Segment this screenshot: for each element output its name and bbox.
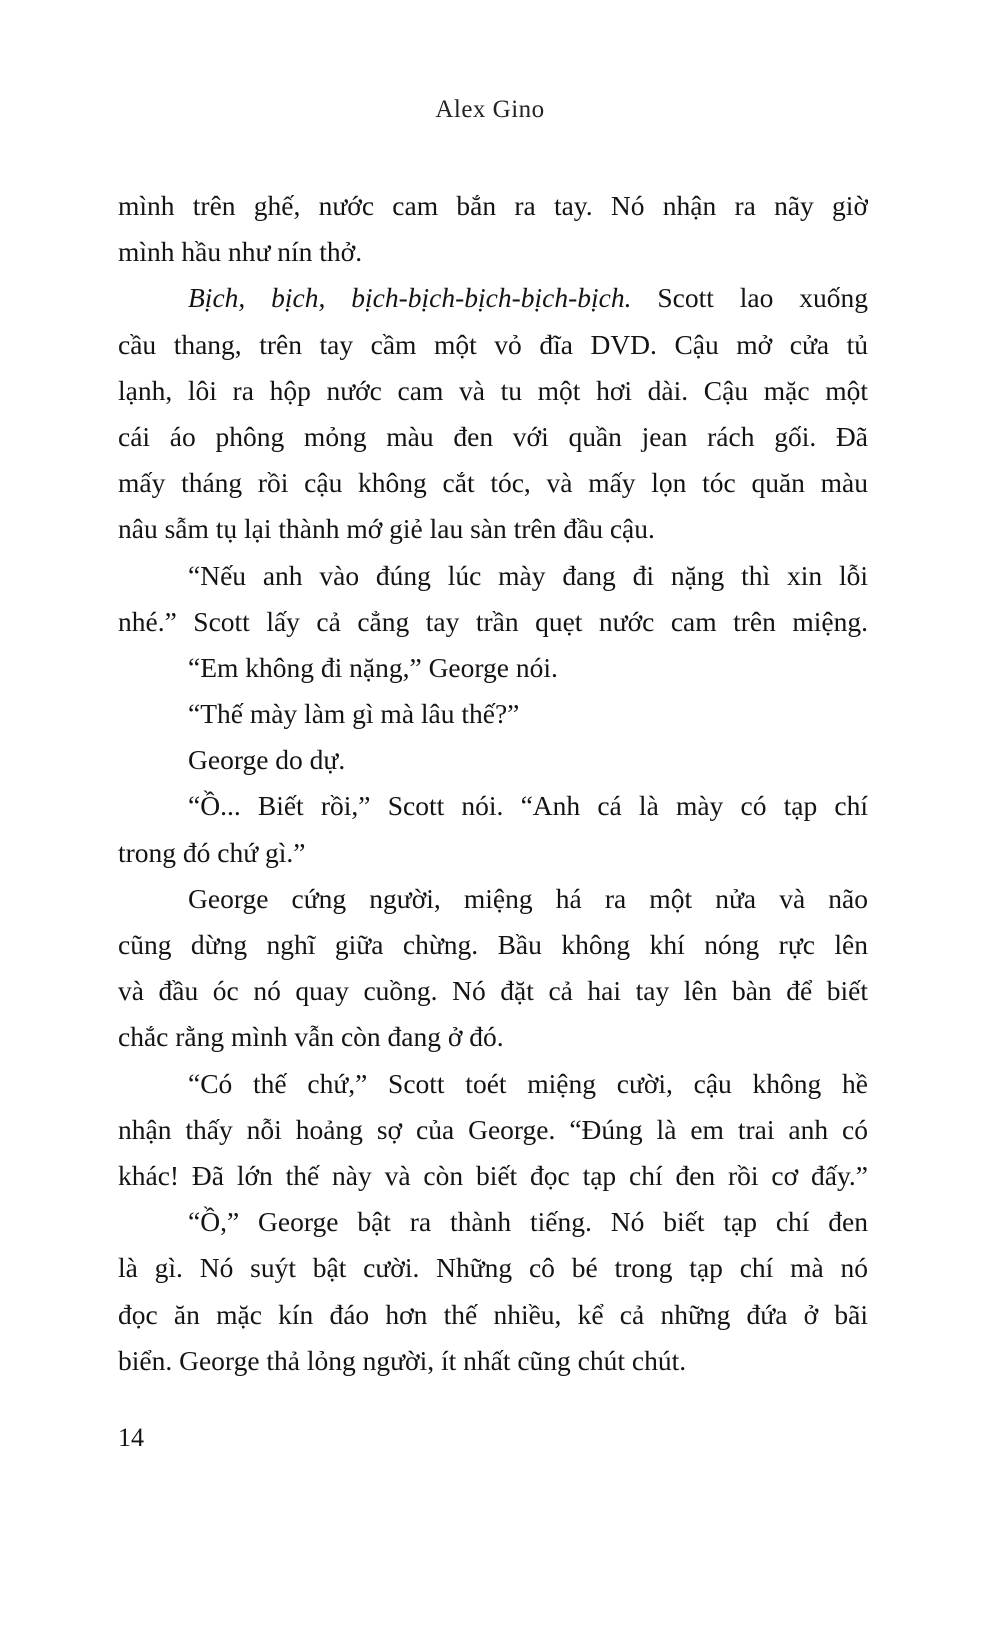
text-line: mình hầu như nín thở. bbox=[118, 236, 363, 268]
text-line: “Có thế chứ,” Scott toét miệng cười, cậu không hề bbox=[188, 1067, 868, 1099]
text-line: George do dự. bbox=[188, 744, 346, 776]
text-line: “Em không đi nặng,” George nói. bbox=[188, 651, 558, 683]
page-body-text bbox=[118, 183, 868, 1384]
text-span: Scott lao xuống bbox=[631, 282, 868, 314]
text-line: đọc ăn mặc kín đáo hơn thế nhiều, kể cả những đứa ở bãi bbox=[118, 1298, 868, 1330]
text-line: nhận thấy nỗi hoảng sợ của George. “Đúng là em trai anh có bbox=[118, 1113, 868, 1145]
page-number: 14 bbox=[118, 1423, 144, 1452]
text-line: cầu thang, trên tay cầm một vỏ đĩa DVD. Cậu mở cửa tủ bbox=[118, 328, 868, 360]
text-line: “Ồ,” George bật ra thành tiếng. Nó biết tạp chí đen bbox=[188, 1206, 868, 1238]
text-line: “Ồ... Biết rồi,” Scott nói. “Anh cá là mày có tạp chí bbox=[188, 790, 868, 822]
text-line: chắc rằng mình vẫn còn đang ở đó. bbox=[118, 1021, 504, 1053]
italic-sound-effect: Bịch, bịch, bịch-bịch-bịch-bịch-bịch. bbox=[188, 282, 632, 314]
text-line: mấy tháng rồi cậu không cắt tóc, và mấy lọn tóc quăn màu bbox=[118, 467, 868, 499]
text-line: mình trên ghế, nước cam bắn ra tay. Nó nhận ra nãy giờ bbox=[118, 190, 868, 221]
text-line bbox=[118, 275, 868, 321]
text-line: cũng dừng nghĩ giữa chừng. Bầu không khí nóng rực lên bbox=[118, 929, 868, 960]
text-line: cái áo phông mỏng màu đen với quần jean rách gối. Đã bbox=[118, 420, 868, 452]
text-line: là gì. Nó suýt bật cười. Những cô bé trong tạp chí mà nó bbox=[118, 1252, 868, 1284]
text-line: “Nếu anh vào đúng lúc mày đang đi nặng thì xin lỗi bbox=[188, 559, 868, 591]
text-line: khác! Đã lớn thế này và còn biết đọc tạp chí đen rồi cơ đấy.” bbox=[118, 1159, 868, 1191]
running-header-author: Alex Gino bbox=[435, 96, 545, 123]
text-line: “Thế mày làm gì mà lâu thế?” bbox=[188, 698, 520, 730]
text-line: và đầu óc nó quay cuồng. Nó đặt cả hai tay lên bàn để biết bbox=[118, 975, 868, 1007]
text-line: nhé.” Scott lấy cả cẳng tay trần quẹt nước cam trên miệng. bbox=[118, 605, 868, 637]
text-line: George cứng người, miệng há ra một nửa và não bbox=[188, 882, 868, 914]
text-line: nâu sẫm tụ lại thành mớ giẻ lau sàn trên đầu cậu. bbox=[118, 513, 655, 545]
text-line: lạnh, lôi ra hộp nước cam và tu một hơi dài. Cậu mặc một bbox=[118, 374, 868, 406]
text-line: biển. George thả lỏng người, ít nhất cũng chút chút. bbox=[118, 1344, 687, 1376]
text-line: trong đó chứ gì.” bbox=[118, 836, 306, 868]
